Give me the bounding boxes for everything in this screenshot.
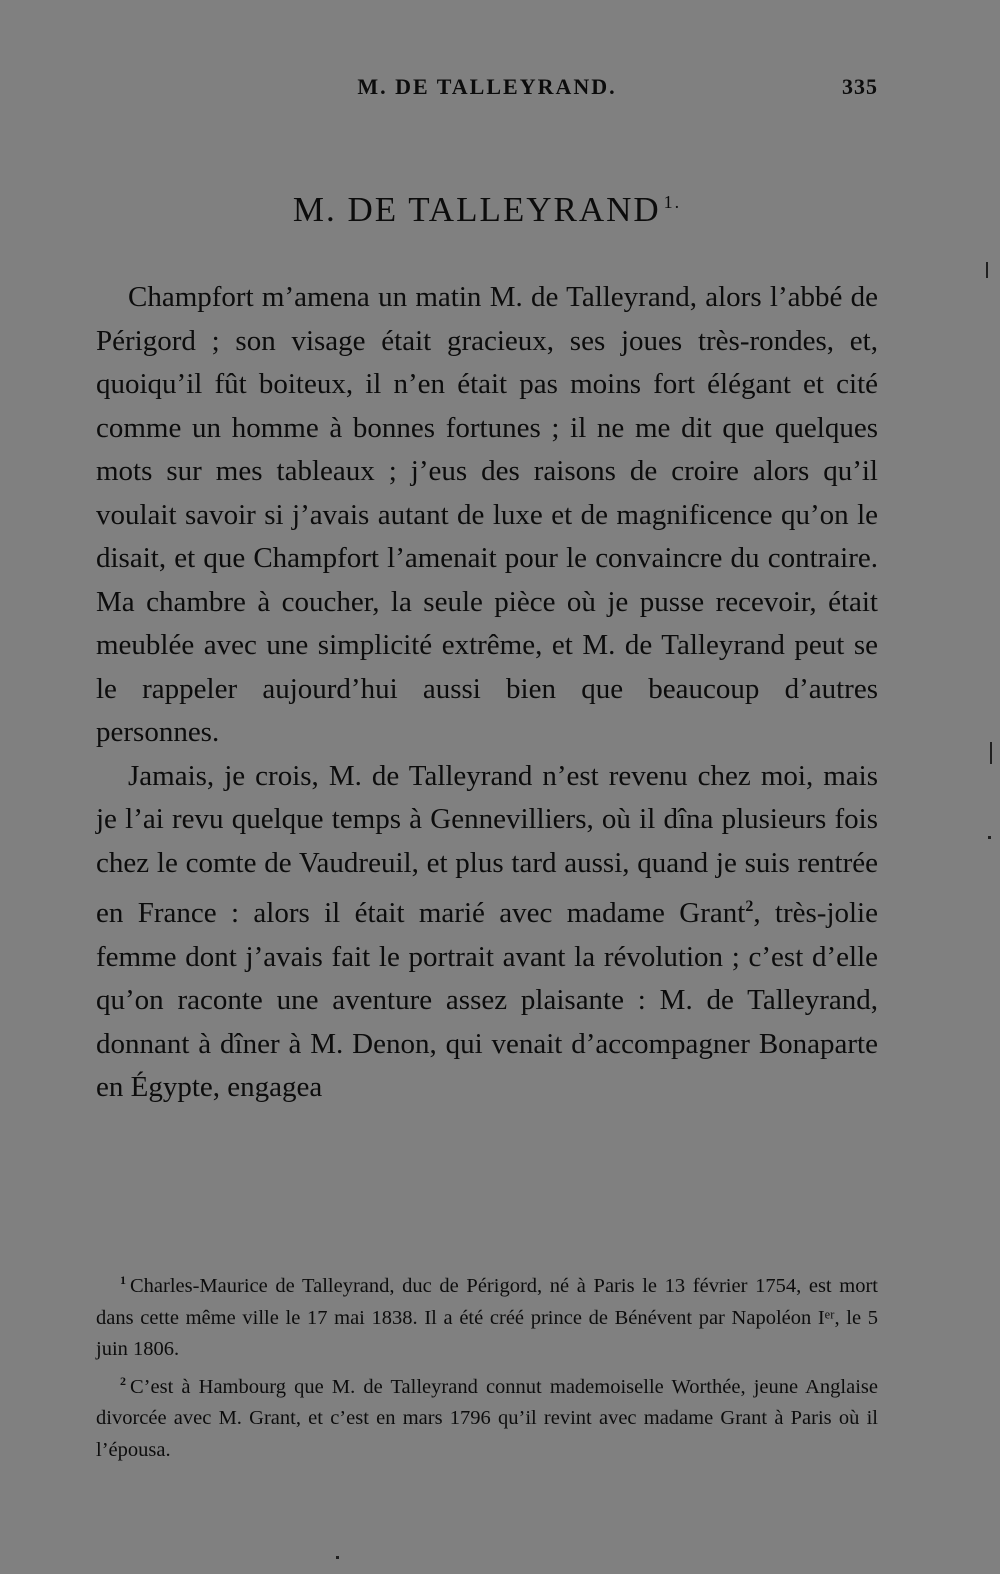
page-number: 335 xyxy=(842,74,878,99)
footnote-2-marker: 2 xyxy=(120,1373,126,1388)
footnote-1-marker: 1 xyxy=(120,1273,126,1287)
body-paragraph-2 xyxy=(96,755,878,1110)
running-title: M. DE TALLEYRAND. xyxy=(357,74,617,99)
chapter-title-text: M. DE TALLEYRAND xyxy=(292,190,661,229)
chapter-title xyxy=(96,190,878,230)
footnote-2-text: C’est à Hambourg que M. de Talleyrand connut mademoiselle Worthée, jeune Anglaise divorcée avec M. Grant, et c’est en mars 1796 qu’il revint avec madame Grant à Paris où il l’épousa. xyxy=(96,1375,878,1461)
chapter-footnote-ref: 1. xyxy=(663,192,682,212)
margin-speck xyxy=(986,262,988,278)
footnote-2 xyxy=(96,1366,878,1467)
margin-speck xyxy=(990,742,992,764)
body-paragraph-2-part-2: , très-jolie femme dont j’avais fait le portrait avant la révolution ; c’est d’elle qu’on raconte une aventure assez plaisante : M. de Talleyrand, donnant à dîner à M. Denon, qui venait d’accompagner Bonaparte en Égypte, engagea xyxy=(96,897,878,1103)
body-paragraph-1: Champfort m’amena un matin M. de Talleyrand, alors l’abbé de Périgord ; son visage était gracieux, ses joues très-rondes, et, quoiqu’il fût boiteux, il n’en était pas moins fort élégant et cité comme un homme à bonnes fortunes ; il ne me dit que quelques mots sur mes tableaux ; j’eus des raisons de croire alors qu’il voulait savoir si j’avais autant de luxe et de magnificence qu’on le disait, et que Champfort l’amenait pour le convaincre du contraire. Ma chambre à coucher, la seule pièce où je pusse recevoir, était meublée avec une simplicité extrême, et M. de Talleyrand peut se le rappeler aujourd’hui aussi bien que beaucoup d’autres personnes. xyxy=(96,281,878,748)
footnotes xyxy=(96,1265,878,1466)
margin-speck xyxy=(336,1556,339,1559)
body-text xyxy=(96,276,878,1110)
running-head xyxy=(96,74,878,104)
margin-speck xyxy=(988,836,991,839)
footnote-ref-2: 2 xyxy=(745,898,754,915)
body-paragraph-2-part-1: Jamais, je crois, M. de Talleyrand n’est revenu chez moi, mais je l’ai revu quelque temps à Gennevilliers, où il dîna plusieurs fois chez le comte de Vaudreuil, et plus tard aussi, quand je suis rentrée en France : alors il était marié avec madame Grant xyxy=(96,759,878,929)
footnote-1-text: Charles-Maurice de Talleyrand, duc de Périgord, né à Paris le 13 février 1754, est mort dans cette même ville le 17 mai 1838. Il a été créé prince de Bénévent par Napoléon Iᵉʳ, le 5 juin 1806. xyxy=(96,1275,878,1360)
footnote-1 xyxy=(96,1265,878,1366)
